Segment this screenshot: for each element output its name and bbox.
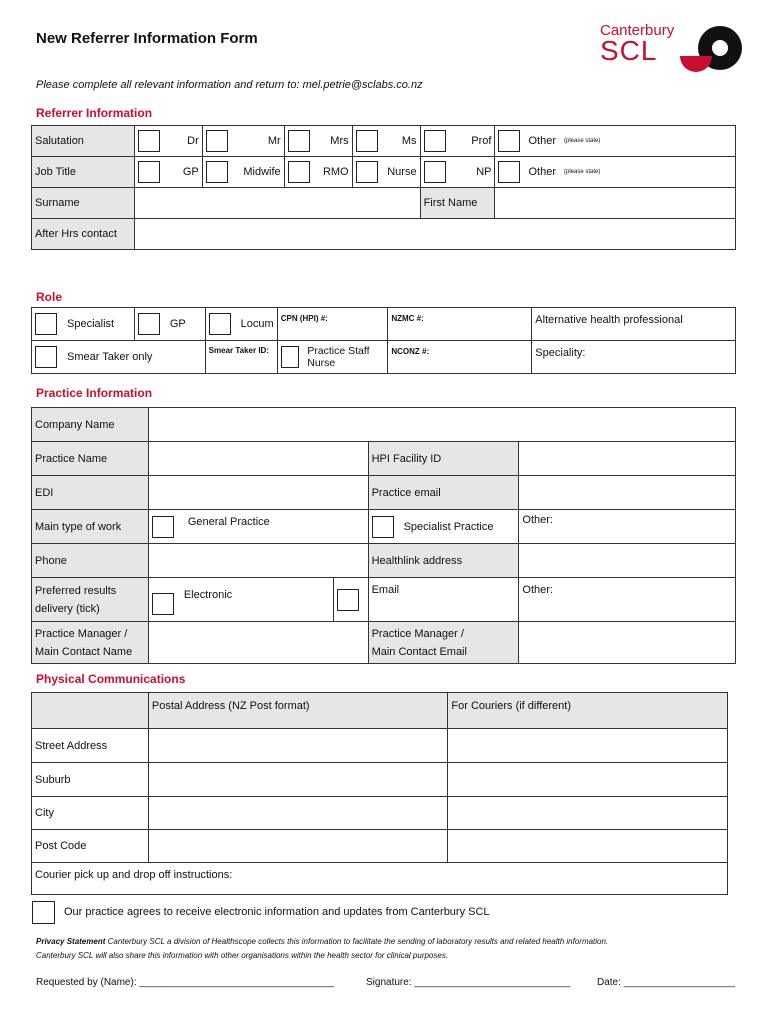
job-gp[interactable]: GP [134, 157, 202, 188]
manager-name-field[interactable] [148, 622, 368, 664]
job-np[interactable]: NP [420, 157, 495, 188]
section-practice: Practice Information [36, 386, 153, 400]
healthlink-field[interactable] [519, 544, 736, 578]
checkbox[interactable] [138, 130, 160, 152]
nconz-field[interactable]: NCONZ #: [388, 341, 532, 374]
preferred-results-label: Preferred results delivery (tick) [32, 578, 149, 622]
street-postal-field[interactable] [148, 729, 448, 763]
results-other-field[interactable]: Other: [519, 578, 736, 622]
section-referrer: Referrer Information [36, 106, 153, 120]
results-email-checkbox[interactable] [333, 578, 368, 622]
hpi-facility-field[interactable] [519, 442, 736, 476]
phone-label: Phone [32, 544, 149, 578]
work-general-practice[interactable]: General Practice [148, 510, 368, 544]
manager-name-label: Practice Manager / Main Contact Name [32, 622, 149, 664]
after-hrs-label: After Hrs contact [32, 219, 135, 250]
manager-email-label: Practice Manager / Main Contact Email [368, 622, 519, 664]
salutation-ms[interactable]: Ms [352, 126, 420, 157]
smear-taker-id-field[interactable]: Smear Taker ID: [205, 341, 277, 374]
role-specialist[interactable]: Specialist [32, 308, 135, 341]
couriers-header: For Couriers (if different) [448, 693, 728, 729]
referrer-table [31, 125, 736, 250]
checkbox[interactable] [424, 130, 446, 152]
work-other-field[interactable]: Other: [519, 510, 736, 544]
post-code-courier-field[interactable] [448, 830, 728, 863]
post-code-postal-field[interactable] [148, 830, 448, 863]
work-specialist-practice[interactable]: Specialist Practice [368, 510, 519, 544]
privacy-statement: Privacy Statement Canterbury SCL a division of Healthscope collects this information to facilitate the sending of laboratory results and related health information. Canterbury SCL will also share this information with other organisations within the health sector for clinical purposes. [36, 937, 609, 960]
checkbox[interactable] [288, 161, 310, 183]
salutation-mr[interactable]: Mr [202, 126, 284, 157]
cpn-field[interactable]: CPN (HPI) #: [277, 308, 388, 341]
alt-health-field[interactable]: Alternative health professional [532, 308, 736, 341]
agreement-checkbox[interactable] [32, 901, 55, 924]
checkbox[interactable] [498, 161, 520, 183]
salutation-label: Salutation [32, 126, 135, 157]
instructions: Please complete all relevant information and return to: mel.petrie@sclabs.co.nz [36, 79, 423, 91]
date-field[interactable]: Date: ____________________ [597, 977, 735, 988]
nzmc-field[interactable]: NZMC #: [388, 308, 532, 341]
checkbox[interactable] [288, 130, 310, 152]
street-label: Street Address [32, 729, 149, 763]
logo-mark-icon [672, 26, 746, 78]
role-gp[interactable]: GP [134, 308, 205, 341]
logo-top-text: Canterbury [600, 22, 675, 39]
manager-email-field[interactable] [519, 622, 736, 664]
city-postal-field[interactable] [148, 797, 448, 830]
checkbox[interactable] [152, 593, 174, 615]
checkbox[interactable] [35, 313, 57, 335]
results-email: Email [368, 578, 519, 622]
page-title: New Referrer Information Form [36, 30, 258, 47]
main-work-label: Main type of work [32, 510, 149, 544]
checkbox[interactable] [498, 130, 520, 152]
job-other[interactable]: Other (please state) [495, 157, 736, 188]
suburb-label: Suburb [32, 763, 149, 797]
practice-name-label: Practice Name [32, 442, 149, 476]
city-courier-field[interactable] [448, 797, 728, 830]
section-physical: Physical Communications [36, 672, 186, 686]
suburb-courier-field[interactable] [448, 763, 728, 797]
checkbox[interactable] [138, 161, 160, 183]
checkbox[interactable] [35, 346, 57, 368]
courier-instructions-field[interactable]: Courier pick up and drop off instructions: [32, 863, 728, 895]
checkbox[interactable] [337, 589, 359, 611]
job-title-label: Job Title [32, 157, 135, 188]
physical-table [31, 692, 728, 895]
role-practice-staff-nurse[interactable]: Practice Staff Nurse [277, 341, 388, 374]
checkbox[interactable] [281, 346, 300, 368]
checkbox[interactable] [356, 161, 378, 183]
logo-bottom-text: SCL [600, 35, 658, 66]
postal-header: Postal Address (NZ Post format) [148, 693, 448, 729]
checkbox[interactable] [206, 130, 228, 152]
role-smear-taker[interactable]: Smear Taker only [32, 341, 206, 374]
checkbox[interactable] [206, 161, 228, 183]
salutation-prof[interactable]: Prof [420, 126, 495, 157]
hpi-facility-label: HPI Facility ID [368, 442, 519, 476]
first-name-label: First Name [420, 188, 495, 219]
city-label: City [32, 797, 149, 830]
section-role: Role [36, 290, 63, 304]
requested-by-field[interactable]: Requested by (Name): ___________________________________ [36, 977, 335, 988]
edi-field[interactable] [148, 476, 368, 510]
practice-email-label: Practice email [368, 476, 519, 510]
job-nurse[interactable]: Nurse [352, 157, 420, 188]
healthlink-label: Healthlink address [368, 544, 519, 578]
practice-name-field[interactable] [148, 442, 368, 476]
salutation-other[interactable]: Other (please state) [495, 126, 736, 157]
surname-field[interactable] [134, 188, 420, 219]
agreement-text: Our practice agrees to receive electronic information and updates from Canterbury SCL [64, 906, 490, 918]
first-name-field[interactable] [495, 188, 736, 219]
checkbox[interactable] [138, 313, 160, 335]
surname-label: Surname [32, 188, 135, 219]
post-code-label: Post Code [32, 830, 149, 863]
role-locum[interactable]: Locum [205, 308, 277, 341]
checkbox[interactable] [424, 161, 446, 183]
edi-label: EDI [32, 476, 149, 510]
practice-email-field[interactable] [519, 476, 736, 510]
logo [600, 22, 674, 67]
checkbox[interactable] [372, 516, 394, 538]
results-electronic[interactable]: Electronic [148, 578, 333, 622]
company-name-field[interactable] [148, 408, 735, 442]
salutation-dr[interactable]: Dr [134, 126, 202, 157]
checkbox[interactable] [152, 516, 174, 538]
salutation-mrs[interactable]: Mrs [284, 126, 352, 157]
job-rmo[interactable]: RMO [284, 157, 352, 188]
job-midwife[interactable]: Midwife [202, 157, 284, 188]
role-table [31, 307, 736, 374]
phone-field[interactable] [148, 544, 368, 578]
company-name-label: Company Name [32, 408, 149, 442]
signature-field[interactable]: Signature: ____________________________ [366, 977, 571, 988]
speciality-field[interactable]: Speciality: [532, 341, 736, 374]
checkbox[interactable] [356, 130, 378, 152]
suburb-postal-field[interactable] [148, 763, 448, 797]
street-courier-field[interactable] [448, 729, 728, 763]
checkbox[interactable] [209, 313, 231, 335]
after-hrs-field[interactable] [134, 219, 735, 250]
practice-table [31, 407, 736, 664]
